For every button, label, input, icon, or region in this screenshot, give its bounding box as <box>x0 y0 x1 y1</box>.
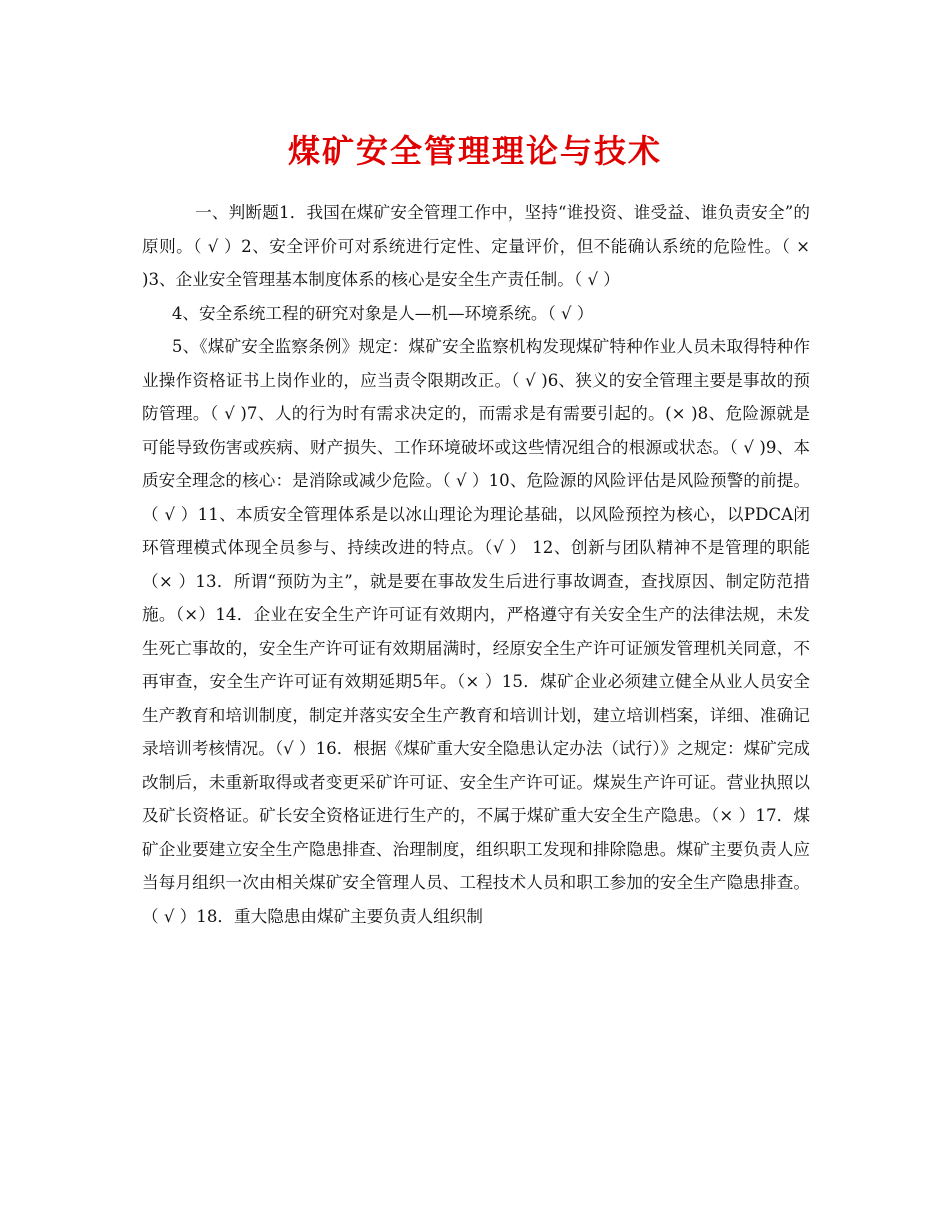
page-title: 煤矿安全管理理论与技术 <box>287 132 662 170</box>
paragraph-2: 4、安全系统工程的研究对象是人—机—环境系统。（ √ ） <box>171 303 594 323</box>
paragraph-1: 一、判断题1．我国在煤矿安全管理工作中，坚持“谁投资、谁受益、谁负责安全”的原则。（ √ ）2、安全评价可对系统进行定性、定量评价，但不能确认系统的危险性。（ × )3、企业安全管理基本制度体系的核心是安全生产责任制。（ √ ） <box>142 203 810 289</box>
document-body <box>142 196 810 933</box>
paragraph-3: 5、《煤矿安全监察条例》规定：煤矿安全监察机构发现煤矿特种作业人员未取得特种作业操作资格证书上岗作业的，应当责令限期改正。（ √ )6、狭义的安全管理主要是事故的预防管理。（ √ )7、人的行为时有需求决定的，而需求是有需要引起的。(× )8、危险源就是可能导致伤害或疾病、财产损失、工作环境破坏或这些情况组合的根源或状态。（ √ )9、本质安全理念的核心：是消除或减少危险。（ √ ）10、危险源的风险评估是风险预警的前提。（ √ ）11、本质安全管理体系是以冰山理论为理论基础，以风险预控为核心，以PDCA闭环管理模式体现全员参与、持续改进的特点。（√ ） 12、创新与团队精神不是管理的职能（× ）13．所谓“预防为主”，就是要在事故发生后进行事故调查，查找原因、制定防范措施。（×）14．企业在安全生产许可证有效期内，严格遵守有关安全生产的法律法规，未发生死亡事故的，安全生产许可证有效期届满时，经原安全生产许可证颁发管理机关同意，不再审查，安全生产许可证有效期延期5年。（× ）15．煤矿企业必须建立健全从业人员安全生产教育和培训制度，制定并落实安全生产教育和培训计划，建立培训档案，详细、准确记录培训考核情况。（√ ）16．根据《煤矿重大安全隐患认定办法（试行）》之规定：煤矿完成改制后，未重新取得或者变更采矿许可证、安全生产许可证。煤炭生产许可证。营业执照以及矿长资格证。矿长安全资格证进行生产的，不属于煤矿重大安全生产隐患。（× ）17．煤矿企业要建立安全生产隐患排查、治理制度，组织职工发现和排除隐患。煤矿主要负责人应当每月组织一次由相关煤矿安全管理人员、工程技术人员和职工参加的安全生产隐患排查。（ √ ）18．重大隐患由煤矿主要负责人组织制 <box>142 337 810 926</box>
